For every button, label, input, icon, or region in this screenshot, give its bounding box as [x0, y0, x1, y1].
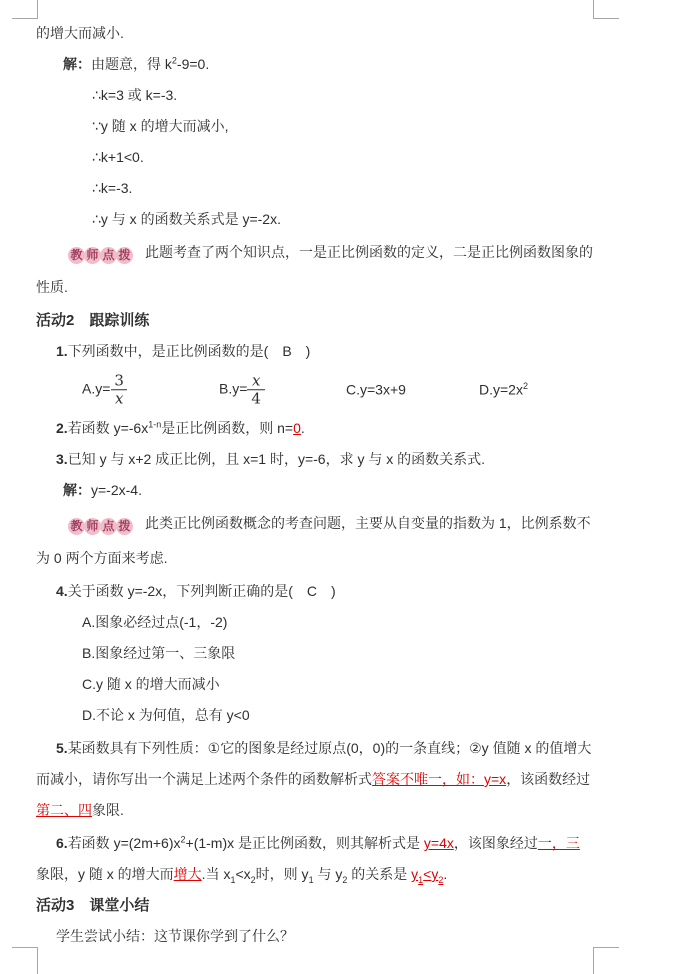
carryover-line: [36, 18, 593, 49]
answer-blank: 0: [293, 420, 301, 436]
question-4-option-a: [36, 607, 593, 638]
document-body: [36, 18, 593, 952]
option-d: [479, 375, 528, 406]
text-segment: B.图象经过第一、三象限: [82, 645, 236, 661]
text-segment: -9=0.: [176, 56, 210, 72]
text-segment: 的增大而减小.: [36, 25, 124, 41]
question-3-solution: [36, 475, 593, 506]
teacher-tip-2: [36, 506, 593, 576]
text-segment: ∴k=3 或 k=-3.: [92, 87, 178, 103]
text-segment: ，该函数经过: [506, 771, 591, 787]
text-segment: 2: [180, 834, 186, 845]
text-segment: 已知 y 与 x+2 成正比例，且 x=1 时，y=-6，求 y 与 x 的函数关系式.: [67, 451, 486, 467]
text-segment: 某函数具有下列性质：①它的图象是经过原点(0，0)的一条直线；②y 值随 x 的值增大而减小，请你写出一个满足上述两个条件的函数解析式: [36, 740, 592, 787]
question-4-option-d: [36, 700, 593, 731]
answer-blank: 第二、四: [36, 802, 92, 818]
text-segment: 此类正比例函数概念的考查问题，主要从自变量的指数为 1，比例系数不为 0 两个方面来考虑.: [36, 515, 591, 566]
option-b: [219, 372, 265, 408]
text-segment: B.y=: [219, 380, 248, 397]
badge-char: 教: [68, 247, 85, 264]
badge-char: 点: [100, 518, 117, 535]
text-segment: 活动3 课堂小结: [36, 897, 150, 914]
question-2: [36, 413, 593, 444]
badge-char: 点: [100, 247, 117, 264]
text-segment: 是正比例函数，则 n=: [161, 420, 294, 436]
fraction: $\frac{3}{x}$: [110, 372, 128, 408]
solution-1-step-5: [36, 204, 593, 235]
text-segment: 若函数 y=-6x: [67, 420, 149, 436]
page-margin-mark-top-left: [12, 0, 38, 19]
text-segment: <y: [423, 866, 439, 882]
answer-blank: y: [411, 866, 419, 882]
text-segment: 解：: [63, 56, 91, 72]
page-margin-mark-bottom-right: [593, 947, 619, 974]
text-segment: 2: [522, 380, 528, 391]
text-segment: D.y=2x: [479, 381, 523, 398]
question-4: [36, 576, 593, 607]
text-segment: ∴k+1<0.: [92, 149, 144, 165]
text-segment: 1: [230, 874, 236, 885]
text-segment: A.y=: [82, 380, 111, 397]
solution-1-intro: [36, 49, 593, 80]
text-segment: .: [443, 866, 448, 882]
text-segment: 的关系是: [347, 866, 412, 882]
text-segment: 若函数 y=(2m+6)x: [67, 835, 181, 851]
text-segment: ∴k=-3.: [92, 180, 133, 196]
question-4-option-b: [36, 638, 593, 669]
text-segment: 1-n: [148, 419, 162, 430]
badge-char: 拨: [116, 247, 133, 264]
text-segment: 5.: [56, 740, 68, 756]
badge-char: 拨: [116, 518, 133, 535]
text-segment: 4.: [56, 583, 68, 599]
text-segment: .当 x: [201, 866, 231, 882]
text-segment: 象限.: [92, 802, 124, 818]
question-4-option-c: [36, 669, 593, 700]
text-segment: y=-2x-4.: [91, 482, 142, 498]
text-segment: 学生尝试小结：这节课你学到了什么？: [56, 928, 294, 944]
fraction: $\frac{x}{4}$: [247, 372, 265, 408]
text-segment: 象限，y 随 x 的增大而: [36, 866, 174, 882]
answer-blank: 答案不唯一，如：y=x: [372, 771, 507, 787]
answer-blank: 一，三: [537, 835, 580, 851]
text-segment: 活动2 跟踪训练: [36, 312, 150, 329]
question-1: [36, 336, 593, 367]
text-segment: +(1-m)x 是正比例函数，则其解析式是: [185, 835, 424, 851]
teacher-tip-badge: [68, 506, 132, 541]
text-segment: ，该图象经过: [453, 835, 538, 851]
solution-1-step-3: [36, 142, 593, 173]
text-segment: A.图象必经过点(-1，-2): [82, 614, 228, 630]
text-segment: 1: [308, 874, 314, 885]
badge-char: 师: [84, 247, 101, 264]
activity-3-heading: [36, 890, 593, 921]
text-segment: 由题意，得 k: [91, 56, 172, 72]
text-segment: 1.: [56, 343, 68, 359]
page-margin-mark-bottom-left: [12, 947, 38, 974]
text-segment: ∴y 与 x 的函数关系式是 y=-2x.: [92, 211, 281, 227]
text-segment: 时，则 y: [255, 866, 309, 882]
activity-2-heading: [36, 305, 593, 336]
text-segment: C.y=3x+9: [346, 381, 406, 398]
text-segment: <x: [235, 866, 251, 882]
text-segment: 6.: [56, 835, 68, 851]
question-3: [36, 444, 593, 475]
question-1-options: [36, 367, 593, 413]
solution-1-step-4: [36, 173, 593, 204]
badge-char: 教: [68, 518, 85, 535]
solution-1-step-2: [36, 111, 593, 142]
text-segment: ∵y 随 x 的增大而减小,: [92, 118, 229, 134]
option-c: [346, 375, 406, 406]
option-a: [82, 372, 128, 408]
question-6: [36, 828, 593, 890]
text-segment: 3.: [56, 451, 68, 467]
text-segment: C.y 随 x 的增大而减小: [82, 676, 220, 692]
text-segment: 2: [171, 55, 177, 66]
badge-char: 师: [84, 518, 101, 535]
page-margin-mark-top-right: [593, 0, 619, 19]
summary-line: [36, 921, 593, 952]
text-segment: 2: [438, 874, 444, 885]
text-segment: 2: [250, 874, 256, 885]
text-segment: .: [300, 420, 305, 436]
answer-blank: 增大: [173, 866, 202, 882]
question-5: [36, 733, 593, 826]
text-segment: 2: [342, 874, 348, 885]
teacher-tip-badge: [68, 235, 132, 270]
text-segment: 此题考查了两个知识点，一是正比例函数的定义，二是正比例函数图象的性质.: [36, 244, 593, 295]
text-segment: 2.: [56, 420, 68, 436]
text-segment: D.不论 x 为何值，总有 y<0: [82, 707, 250, 723]
text-segment: 与 y: [313, 866, 343, 882]
solution-1-step-1: [36, 80, 593, 111]
answer-blank: y=4x: [423, 835, 454, 851]
teacher-tip-1: [36, 235, 593, 305]
text-segment: 解：: [63, 482, 91, 498]
text-segment: 关于函数 y=-2x，下列判断正确的是( C ): [67, 583, 336, 599]
text-segment: 1: [418, 874, 424, 885]
text-segment: 下列函数中，是正比例函数的是( B ): [67, 343, 311, 359]
